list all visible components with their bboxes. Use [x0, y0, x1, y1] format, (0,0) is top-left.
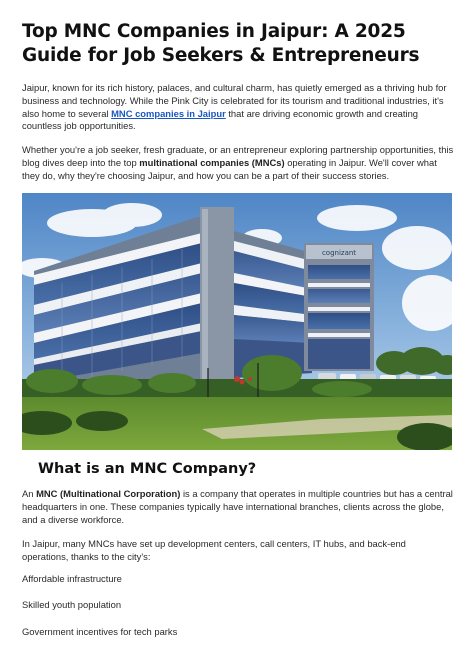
building-sign-text: cognizant [321, 249, 357, 257]
intro-text-end: that are driving economic growth and creating countless job opportunities. [22, 107, 419, 132]
article-title: Top MNC Companies in Jaipur: A 2025 Guide for Job Seekers & Entrepreneurs [22, 21, 420, 66]
section-heading: What is an MNC Company? [38, 461, 257, 477]
overview-text-start: Whether you're a job seeker, fresh graduate, or an entrepreneur exploring partnership opportunities, this blog dives deep into the top [22, 144, 454, 168]
intro-text-start: Jaipur, known for its rich history, palaces, and cultural charm, has quietly emerged as a thriving hub for business and technology. While the Pink City is celebrated for its tourism and traditional industries, it's also home to several [22, 82, 447, 119]
definition-prefix: An [22, 488, 37, 499]
reason-item: Government incentives for tech parks [22, 626, 178, 637]
jaipur-mnc-paragraph: In Jaipur, many MNCs have set up development centers, call centers, IT hubs, and back-end operations, thanks to the city's: [22, 538, 406, 562]
overview-bold-term: multinational companies (MNCs) [139, 156, 285, 168]
reason-item: Skilled youth population [22, 599, 122, 610]
definition-bold-term: MNC (Multinational Corporation) [36, 488, 181, 499]
office-building-photo [22, 193, 452, 450]
reason-item: Affordable infrastructure [22, 573, 122, 584]
intro-paragraph [22, 82, 454, 133]
mnc-companies-link[interactable]: MNC companies in Jaipur [111, 107, 226, 119]
blog-overview-paragraph [22, 144, 454, 182]
mnc-definition-paragraph [22, 488, 454, 526]
overview-text-end: operating in Jaipur. We'll cover what they do, why they're choosing Jaipur, and how you can be a part of their success stories. [22, 156, 437, 181]
definition-rest: is a company that operates in multiple countries but has a central headquarters in one. These companies typically have international branches, clients across the globe, and a diverse workforce. [22, 488, 453, 525]
